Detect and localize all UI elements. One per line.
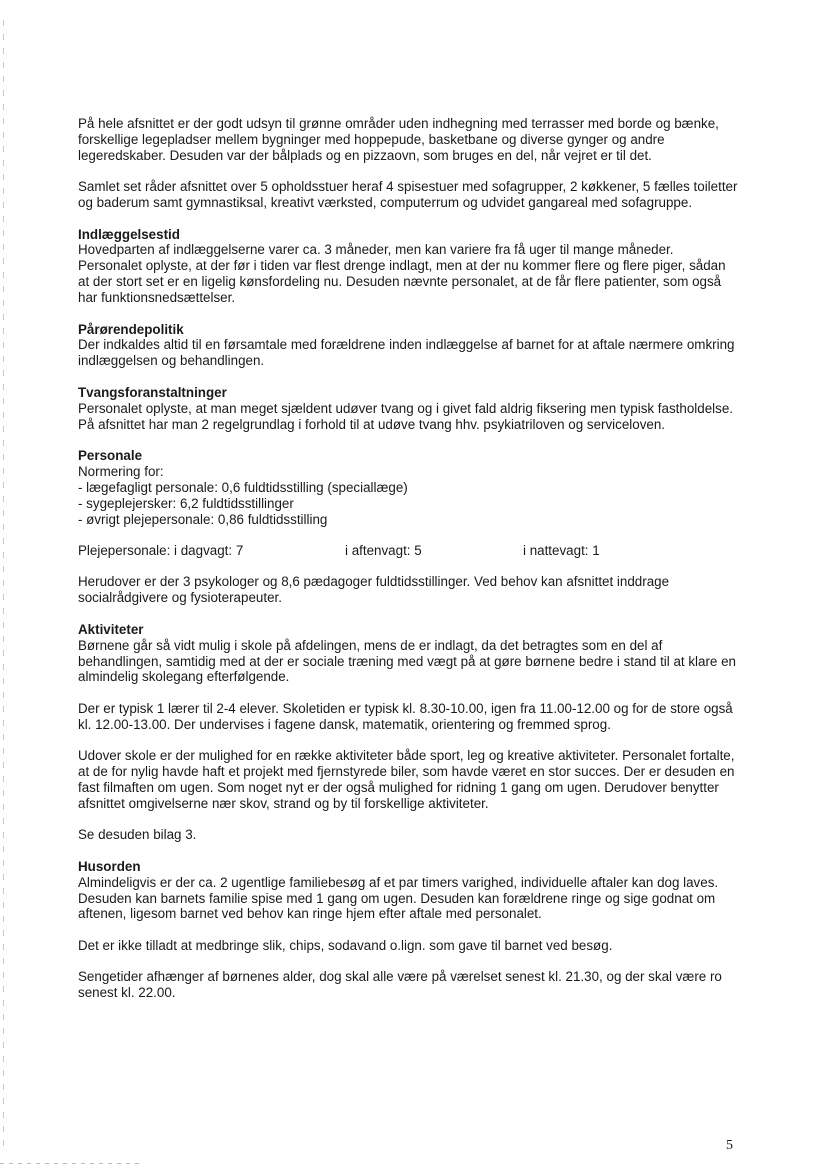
staffing-item: - sygeplejersker: 6,2 fuldtidsstillinger (78, 495, 294, 511)
shift-night: i nattevagt: 1 (523, 543, 600, 559)
page-number: 5 (726, 1138, 733, 1153)
paragraph-school-hours: Der er typisk 1 lærer til 2-4 elever. Skoletiden er typisk kl. 8.30-10.00, igen fra 11.00-12.00 og for de store også kl. 12.00-13.00. Der undervises i fagene dansk, matematik, orientering og fremmed sprog. (78, 700, 733, 732)
shift-staffing-row (78, 543, 738, 559)
paragraph-outdoor: På hele afsnittet er der godt udsyn til grønne områder uden indhegning med terrasser med borde og bænke, forskellige legepladser mellem bygninger med hoppepude, basketbane og diverse gynger og andre legeredskaber. Desuden var der bålplads og en pizzaovn, som bruges en del, når vejret er til det. (78, 116, 719, 163)
section-text: Personalet oplyste, at man meget sjældent udøver tvang og i givet fald aldrig fiksering men typisk fastholdelse. På afsnittet har man 2 regelgrundlag i forhold til at udøve tvang hhv. psykiatriloven og serviceloven. (78, 400, 733, 432)
paragraph-gifts: Det er ikke tilladt at medbringe slik, chips, sodavand o.lign. som gave til barnet ved besøg. (78, 937, 613, 953)
section-heading: Tvangsforanstaltninger (78, 384, 227, 400)
section-paarorendepolitik (78, 322, 738, 370)
section-personale (78, 448, 738, 528)
paragraph-activities: Udover skole er der mulighed for en række aktiviteter både sport, leg og kreative aktiviteter. Personalet fortalte, at de for nylig havde haft et projekt med fjernstyrede biler, som havde været en stor succes. Der er desuden en fast filmaften om ugen. Som noget nyt er der også mulighed for ridning 1 gang om ugen. Derudover benytter afsnittet omgivelserne nær skov, strand og by til forskellige aktiviteter. (78, 748, 735, 811)
section-heading: Indlæggelsestid (78, 226, 180, 242)
shift-evening: i aftenvagt: 5 (345, 543, 422, 559)
section-tvangsforanstaltninger (78, 385, 738, 433)
scan-edge-left (3, 20, 4, 1150)
paragraph-extra-staff: Herudover er der 3 psykologer og 8,6 pædagoger fuldtidsstillinger. Ved behov kan afsnittet inddrage socialrådgivere og fysioterapeuter. (78, 574, 670, 606)
section-heading: Husorden (78, 858, 141, 874)
section-text: Almindeligvis er der ca. 2 ugentlige familiebesøg af et par timers varighed, individuelle aftaler kan dog laves. Desuden kan barnets familie spise med 1 gang om ugen. Desuden kan forældrene ringe og sige godnat om aftenen, ligesom barnet ved behov kan ringe hjem efter aftale med personalet. (78, 874, 719, 922)
section-indlaeggelsestid (78, 227, 738, 307)
section-aktiviteter (78, 622, 738, 686)
section-text: Børnene går så vidt mulig i skole på afdelingen, mens de er indlagt, da det betragtes som en del af behandlingen, samtidig med at der er sociale træning med vægt på at gøre børnene bedre i stand til at klare en almindelig skolegang efterfølgende. (78, 637, 736, 685)
staffing-list (78, 464, 738, 528)
paragraph-bedtimes: Sengetider afhænger af børnenes alder, dog skal alle være på værelset senest kl. 21.30, og der skal være ro senest kl. 22.00. (78, 969, 722, 1001)
section-husorden (78, 859, 738, 923)
scan-edge-bottom (0, 1163, 140, 1164)
section-heading: Pårørendepolitik (78, 321, 184, 337)
document-page (78, 116, 738, 1017)
paragraph-rooms: Samlet set råder afsnittet over 5 opholdsstuer heraf 4 spisestuer med sofagrupper, 2 køkkener, 5 fælles toiletter og baderum samt gymnastiksal, kreativt værksted, computerrum og udvidet gangareal med sofagruppe. (78, 179, 738, 211)
staffing-item: - øvrigt plejepersonale: 0,86 fuldtidsstilling (78, 511, 328, 527)
paragraph-appendix-ref: Se desuden bilag 3. (78, 827, 197, 843)
section-text: Der indkaldes altid til en førsamtale med forældrene inden indlæggelse af barnet for at aftale nærmere omkring indlæggelsen og behandlingen. (78, 337, 735, 369)
staffing-intro: Normering for: (78, 463, 164, 479)
shift-day: Plejepersonale: i dagvagt: 7 (78, 543, 244, 559)
section-text: Hovedparten af indlæggelserne varer ca. 3 måneder, men kan variere fra få uger til mange måneder. Personalet oplyste, at der før i tiden var flest drenge indlagt, men at der nu kommer flere og flere piger, sådan at der stort set er en ligelig kønsfordeling nu. Desuden nævnte personalet, at de får flere patienter, som også har funktionsnedsættelser. (78, 242, 726, 306)
staffing-item: - lægefagligt personale: 0,6 fuldtidsstilling (speciallæge) (78, 479, 408, 495)
section-heading: Personale (78, 448, 143, 463)
section-heading: Aktiviteter (78, 621, 144, 637)
